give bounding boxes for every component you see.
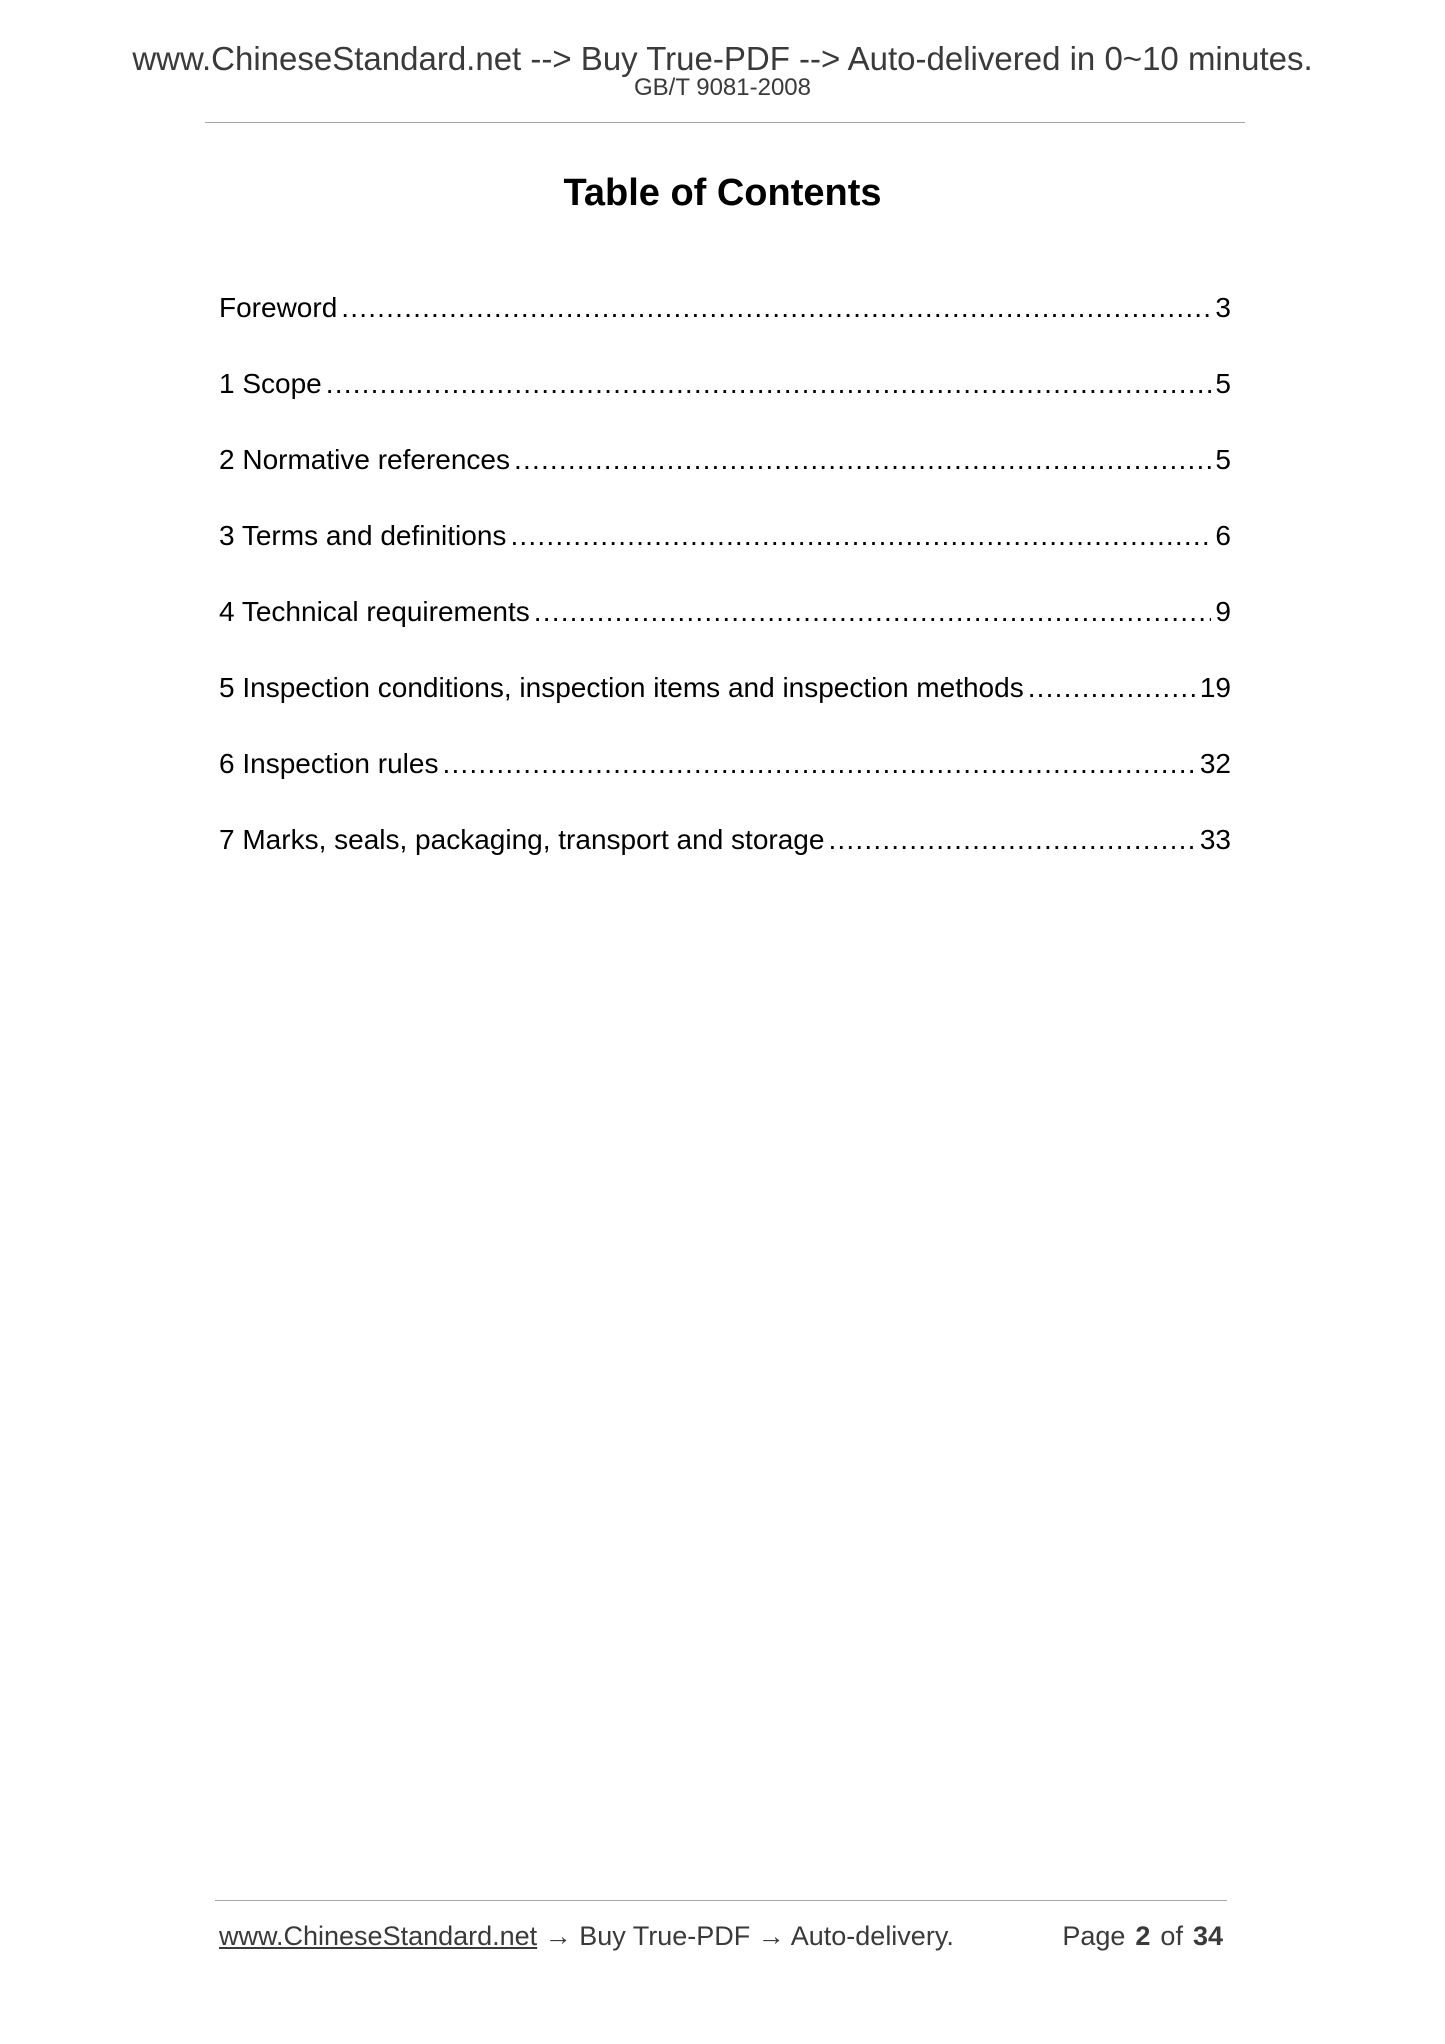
toc-entry-marks-packaging-storage[interactable] — [219, 818, 1231, 894]
of-word: of — [1160, 1921, 1183, 1951]
toc-entry-label: 7 Marks, seals, packaging, transport and storage — [219, 824, 825, 855]
header-divider — [205, 122, 1245, 123]
toc-entry-page: 3 — [1215, 292, 1231, 323]
footer-tagline: → Buy True-PDF → Auto-delivery. — [537, 1921, 954, 1951]
table-of-contents — [219, 286, 1231, 894]
footer-promo — [219, 1918, 954, 1954]
page-current: 2 — [1135, 1921, 1151, 1951]
toc-dot-leader — [1028, 666, 1196, 710]
toc-entry-label: 5 Inspection conditions, inspection items and inspection methods — [219, 672, 1024, 703]
toc-dot-leader — [514, 438, 1211, 482]
header-banner: www.ChineseStandard.net --> Buy True-PDF --> Auto-delivered in 0~10 minutes. — [132, 40, 1313, 77]
toc-dot-leader — [534, 590, 1212, 634]
toc-entry-page: 19 — [1199, 672, 1231, 703]
toc-entry-terms-and-definitions[interactable] — [219, 514, 1231, 590]
page-total: 34 — [1192, 1921, 1223, 1951]
toc-entry-page: 32 — [1199, 748, 1231, 779]
toc-dot-leader — [510, 514, 1211, 558]
footer-divider — [215, 1900, 1227, 1901]
toc-entry-label: 1 Scope — [219, 368, 322, 399]
toc-title: Table of Contents — [563, 172, 882, 214]
toc-entry-label: Foreword — [219, 292, 338, 323]
toc-dot-leader — [341, 286, 1211, 330]
footer-site-link[interactable]: www.ChineseStandard.net — [219, 1921, 538, 1951]
toc-entry-label: 4 Technical requirements — [219, 596, 530, 627]
toc-entry-foreword[interactable] — [219, 286, 1231, 362]
toc-entry-inspection-methods[interactable] — [219, 666, 1231, 742]
page-number — [1062, 1918, 1223, 1954]
toc-entry-scope[interactable] — [219, 362, 1231, 438]
page-footer — [219, 1918, 1231, 1954]
toc-dot-leader — [326, 362, 1212, 406]
toc-dot-leader — [828, 818, 1195, 862]
toc-entry-page: 6 — [1215, 520, 1231, 551]
page-word: Page — [1062, 1921, 1126, 1951]
toc-entry-technical-requirements[interactable] — [219, 590, 1231, 666]
document-code: GB/T 9081-2008 — [633, 74, 811, 101]
toc-entry-normative-references[interactable] — [219, 438, 1231, 514]
toc-entry-label: 6 Inspection rules — [219, 748, 439, 779]
toc-entry-label: 3 Terms and definitions — [219, 520, 507, 551]
toc-dot-leader — [442, 742, 1195, 786]
toc-entry-page: 33 — [1199, 824, 1231, 855]
toc-entry-page: 5 — [1215, 368, 1231, 399]
toc-entry-page: 9 — [1215, 596, 1231, 627]
toc-entry-label: 2 Normative references — [219, 444, 511, 475]
toc-entry-inspection-rules[interactable] — [219, 742, 1231, 818]
toc-entry-page: 5 — [1215, 444, 1231, 475]
